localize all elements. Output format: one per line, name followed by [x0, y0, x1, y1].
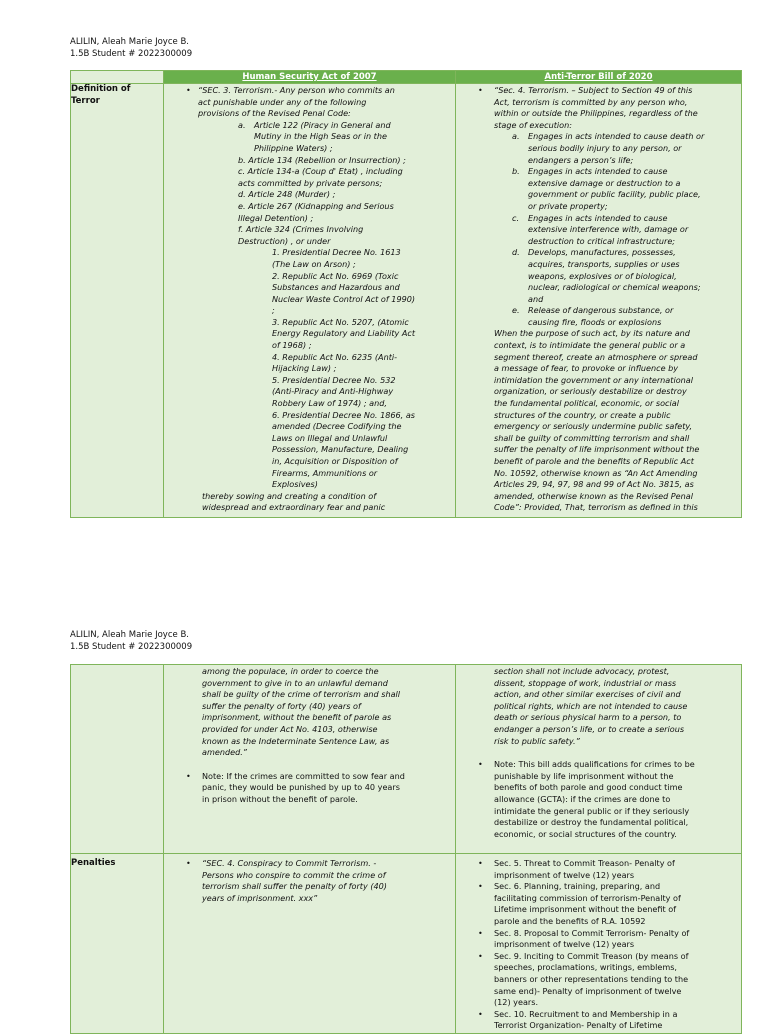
atb-act-item: b. Engages in acts intended to cause extensive damage or destruction to a government or public facility, public place, or private property; [512, 166, 701, 211]
atb-penalties-list [456, 858, 741, 1032]
student-number: 1.5B Student # 2022300009 [70, 642, 193, 652]
atb-definition-continuation: When the purpose of such act, by its nature and context, is to intimidate the general public or a segment thereof, create an atmosphere or spread a message of fear, to provoke or influence by intimidation the government or any international organization, or seriously destabilize or destroy the fundamental political, economic, or social structures of the country, or create a public emergency or seriously undermine public safety, shall be guilty of committing terrorism and shall suffer the penalty of life imprisonment without the benefit of parole and the benefits of Republic Act No. 10592, otherwise known as “An Act Amending Articles 29, 94, 97, 98 and 99 of Act No. 3815, as amended, otherwise known as the Revised Penal Code”: Provided, That, terrorism as defined in this [494, 328, 700, 513]
column-header-hsa: Human Security Act of 2007 [164, 71, 456, 84]
hsa-article-a: a. Article 122 (Piracy in General and Mutiny in the High Seas or in the Philippine Waters) ; [238, 119, 391, 153]
row-label-empty [71, 665, 164, 854]
hsa-definition-cell-continued [164, 665, 456, 854]
row-label-definition: Definition of Terror [71, 84, 164, 518]
hsa-note: • Note: If the crimes are committed to sow fear and panic, they would be punished by up to 40 years in prison without the benefit of parole. [186, 770, 405, 804]
atb-definition-end: section shall not include advocacy, protest, dissent, stoppage of work, industrial or mass action, and other similar exercises of civil and political rights, which are not intended to cause death or serious physical harm to a person, to endanger a person’s life, or to create a serious risk to public safety.” [494, 666, 688, 746]
atb-act-item: d. Develops, manufactures, possesses, acquires, transports, supplies or uses weapons, explosives or of biological, nuclear, radiological or chemical weapons; and [512, 247, 701, 304]
hsa-articles-list: b. Article 134 (Rebellion or Insurrection) ; c. Article 134-a (Coup d' Etat) , including acts committed by private persons; d. Article 248 (Murder) ; e. Article 267 (Kidnapping and Serious Illegal Detention) ; f. Article 324 (Crimes Involving Destruction) , or under [238, 154, 406, 246]
empty-header-cell [71, 71, 164, 84]
hsa-definition-end: among the populace, in order to coerce the government to give in to an unlawful demand shall be guilty of the crime of terrorism and shall suffer the penalty of forty (40) years of imprisonment, without the benefit of parole as provided for under Act No. 4103, otherwise known as the Indeterminate Sentence Law, as amended.” [202, 666, 401, 758]
comparison-table-continued [70, 664, 742, 1034]
list-item: • Sec. 9. Inciting to Commit Treason (by means of speeches, proclamations, writings, emblems, banners or other representations tending to the same end)- Penalty of imprisonment of twelve (12) years. [478, 950, 689, 1008]
atb-note: • Note: This bill adds qualifications for crimes to be punishable by life imprisonment without the benefits of both parole and good conduct time allowance (GCTA): if the crimes are done to intimidate the general public or if they seriously destabilize or destroy the fundamental political, economic, or social structures of the country. [478, 759, 695, 839]
list-item: • Sec. 8. Proposal to Commit Terrorism- Penalty of imprisonment of twelve (12) years [478, 927, 690, 950]
document-page-2 [0, 600, 768, 1031]
atb-act-item: e. Release of dangerous substance, or causing fire, floods or explosions [512, 305, 674, 327]
atb-act-item: c. Engages in acts intended to cause extensive interference with, damage or destruction to critical infrastructure; [512, 212, 689, 246]
hsa-section-3-intro: “SEC. 3. Terrorism.- Any person who commits an act punishable under any of the following provisions of the Revised Penal Code: [198, 85, 395, 119]
hsa-definition-continuation: thereby sowing and creating a condition of widespread and extraordinary fear and panic [202, 490, 386, 513]
atb-penalties-cell [456, 854, 742, 1034]
hsa-special-laws-list: 1. Presidential Decree No. 1613 (The Law on Arson) ; 2. Republic Act No. 6969 (Toxic Substances and Hazardous and Nuclear Waste Control Act of 1990) ; 3. Republic Act No. 5207, (Atomic Energy Regulatory and Liability Act of 1968) ; 4. Republic Act No. 6235 (Anti- Hijacking Law) ; 5. Presidential Decree No. 532 (Anti-Piracy and Anti-Highway Robbery Law of 1974) ; and, 6. Presidential Decree No. 1866, as amended (Decree Codifying the Laws on Illegal and Unlawful Possession, Manufacture, Dealing in, Acquisition or Disposition of Firearms, Ammunitions or Explosives) [272, 247, 416, 490]
list-item: • Sec. 6. Planning, training, preparing, and facilitating commission of terrorism-Penalty of Lifetime imprisonment without the benefit of parole and the benefits of R.A. 10592 [478, 881, 681, 926]
column-header-atb: Anti-Terror Bill of 2020 [456, 71, 742, 84]
hsa-definition-cell: • “SEC. 3. Terrorism.- Any person who commits an act punishable under any of the following provisions of the Revised Penal Code: a. Article 122 (Piracy in General and Mutiny in the High Seas or in the Philippine Waters) ; b. Article 134 (Rebellion or Insurrection) ; c. Article 134-a (Coup d' Etat) , including acts committed by private persons; d. Article 248 (Murder) ; e. Article 267 (Kidnapping and Serious Illegal Detention) ; f. Article 324 (Crimes Involving Destruction) , or under 1. Presidential Decree No. 1613 (The Law on Arson) ; 2. Republic Act No. 6969 (Toxic Substances and Hazardous and Nuclear Waste Control Act of 1990) ; 3. Republic Act No. 5207, (Atomic Energy Regulatory and Liability Act of 1968) ; 4. Republic Act No. 6235 (Anti- Hijacking Law) ; 5. Presidential Decree No. 532 (Anti-Piracy and Anti-Highway Robbery Law of 1974) ; and, 6. Presidential Decree No. 1866, as amended (Decree Codifying the Laws on Illegal and Unlawful Possession, Manufacture, Dealing in, Acquisition or Disposition of Firearms, Ammunitions or Explosives) thereby sowing and creating a condition of widespread and extraordinary fear and panic [164, 84, 456, 518]
student-name: ALILIN, Aleah Marie Joyce B. [70, 37, 189, 47]
row-label-penalties: Penalties [71, 854, 164, 1034]
atb-act-item: a. Engages in acts intended to cause death or serious bodily injury to any person, or endangers a person’s life; [512, 131, 705, 165]
page-header [70, 629, 192, 653]
atb-section-4-intro: “Sec. 4. Terrorism. – Subject to Section 49 of this Act, terrorism is committed by any person who, within or outside the Philippines, regardless of the stage of execution: [494, 85, 698, 130]
student-name: ALILIN, Aleah Marie Joyce B. [70, 630, 189, 640]
hsa-penalties-cell: • “SEC. 4. Conspiracy to Commit Terrorism. - Persons who conspire to commit the crime of terrorism shall suffer the penalty of forty (40) years of imprisonment. xxx” [164, 854, 456, 1034]
list-item: • Sec. 10. Recruitment to and Membership in a Terrorist Organization- Penalty of Lifetime [478, 1008, 678, 1031]
atb-definition-cell: • “Sec. 4. Terrorism. – Subject to Section 49 of this Act, terrorism is committed by any person who, within or outside the Philippines, regardless of the stage of execution: a. Engages in acts intended to cause death or serious bodily injury to any person, or endangers a person’s life; b. Engages in acts intended to cause extensive damage or destruction to a government or public facility, public place, or private property; c. Engages in acts intended to cause extensive interference with, damage or destruction to critical infrastructure; d. Develops, manufactures, possesses, acquires, transports, supplies or uses weapons, explosives or of biological, nuclear, radiological or chemical weapons; and e. Release of dangerous substance, or causing fire, floods or explosions When the purpose of such act, by its nature and context, is to intimidate the general public or a segment thereof, create an atmosphere or spread a message of fear, to provoke or influence by intimidation the government or any international organization, or seriously destabilize or destroy the fundamental political, economic, or social structures of the country, or create a public emergency or seriously undermine public safety, shall be guilty of committing terrorism and shall suffer the penalty of life imprisonment without the benefit of parole and the benefits of Republic Act No. 10592, otherwise known as “An Act Amending Articles 29, 94, 97, 98 and 99 of Act No. 3815, as amended, otherwise known as the Revised Penal Code”: Provided, That, terrorism as defined in this [456, 84, 742, 518]
atb-definition-cell-continued [456, 665, 742, 854]
student-number: 1.5B Student # 2022300009 [70, 49, 193, 59]
list-item: • Sec. 5. Threat to Commit Treason- Penalty of imprisonment of twelve (12) years [478, 858, 675, 880]
page-header [70, 36, 192, 60]
hsa-penalty-conspiracy: “SEC. 4. Conspiracy to Commit Terrorism. - Persons who conspire to commit the crime of terrorism shall suffer the penalty of forty (40) years of imprisonment. xxx” [202, 858, 387, 903]
atb-acts-list [456, 131, 741, 328]
comparison-table [70, 70, 742, 518]
